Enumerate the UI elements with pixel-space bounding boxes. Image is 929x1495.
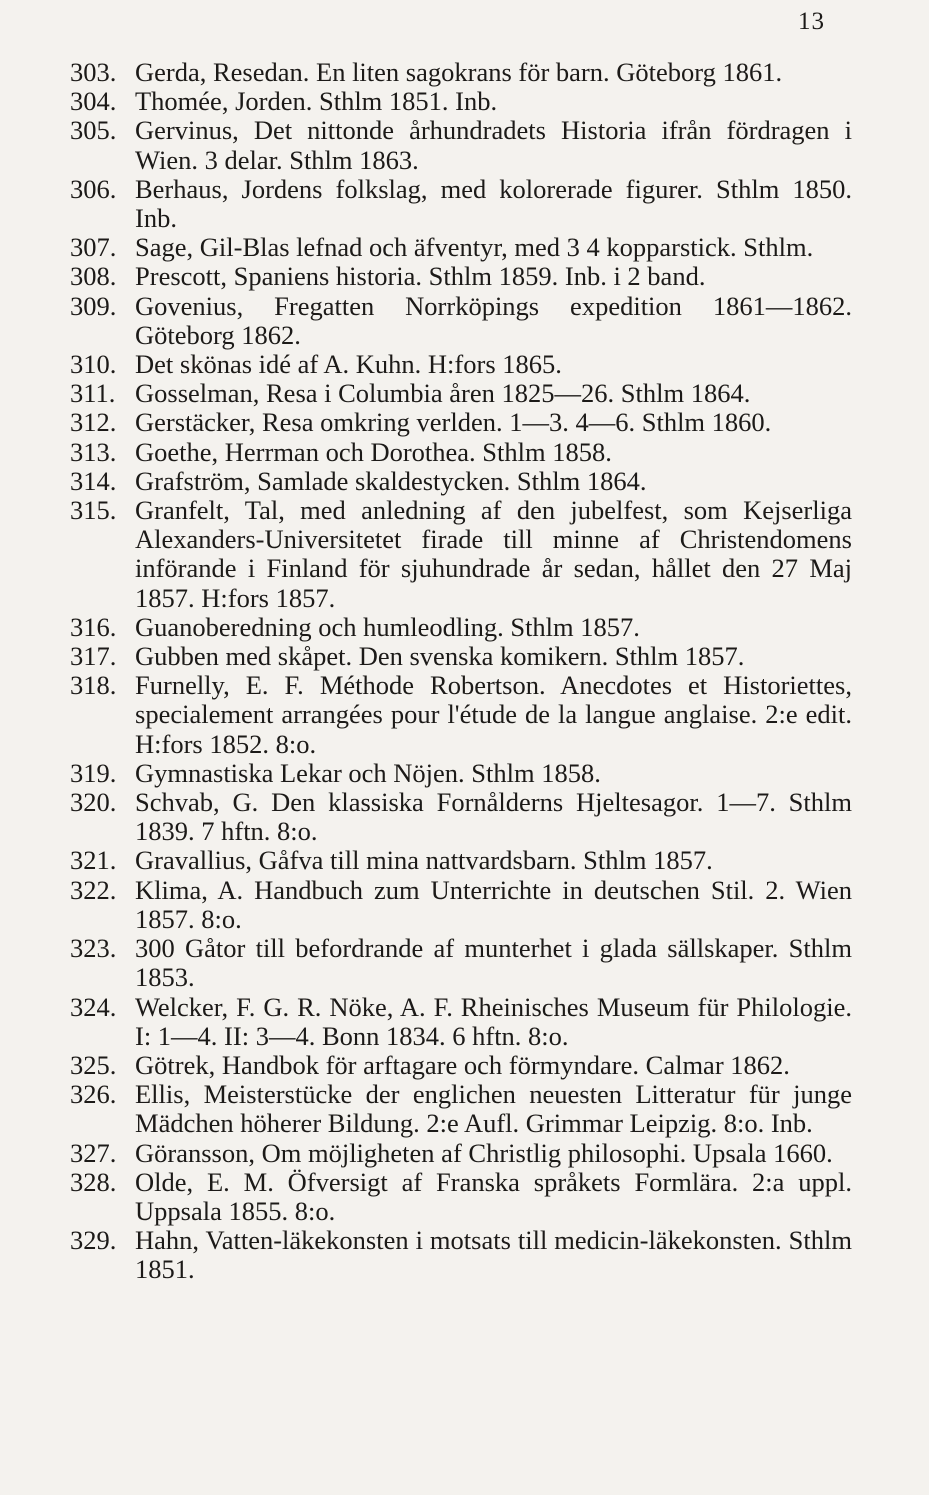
catalog-entry: [70, 408, 852, 437]
catalog-entry: [70, 788, 852, 846]
entry-text: Granfelt, Tal, med anledning af den jubelfest, som Kejserliga Alexanders-Universitetet firade till minne af Christendomens införande i Finland för sjuhundrade år sedan, hållet den 27 Maj 1857. H:fors 1857.: [135, 495, 852, 613]
entry-number: 322.: [70, 874, 117, 905]
entry-text: Olde, E. M. Öfversigt af Franska språkets Formlära. 2:a uppl. Uppsala 1855. 8:o.: [135, 1166, 852, 1226]
entry-text: Welcker, F. G. R. Nöke, A. F. Rheinisches Museum für Philologie. I: 1—4. II: 3—4. Bonn 1834. 6 hftn. 8:o.: [135, 991, 852, 1051]
catalog-entry: [70, 993, 852, 1051]
entry-number: 309.: [70, 290, 117, 321]
entry-text: 300 Gåtor till befordrande af munterhet i glada sällskaper. Sthlm 1853.: [135, 933, 852, 993]
entry-text: Det skönas idé af A. Kuhn. H:fors 1865.: [135, 349, 562, 380]
catalog-entry: [70, 87, 852, 116]
catalog-entry: [70, 671, 852, 759]
entry-number: 326.: [70, 1079, 117, 1110]
entry-number: 304.: [70, 86, 117, 117]
catalog-entry: [70, 58, 852, 87]
catalog-entry: [70, 876, 852, 934]
entry-text: Prescott, Spaniens historia. Sthlm 1859. Inb. i 2 band.: [135, 261, 706, 292]
catalog-entry: [70, 759, 852, 788]
entry-text: Ellis, Meisterstücke der englichen neuesten Litteratur für junge Mädchen höherer Bildung. 2:e Aufl. Grimmar Leipzig. 8:o. Inb.: [135, 1079, 852, 1139]
entry-number: 317.: [70, 641, 117, 672]
catalog-entry: [70, 1051, 852, 1080]
entry-number: 328.: [70, 1166, 117, 1197]
catalog-entry: [70, 467, 852, 496]
entry-number: 307.: [70, 232, 117, 263]
catalog-entry: [70, 116, 852, 174]
entry-text: Gymnastiska Lekar och Nöjen. Sthlm 1858.: [135, 757, 601, 788]
entry-number: 313.: [70, 436, 117, 467]
catalog-entry: [70, 1226, 852, 1284]
entry-number: 311.: [70, 378, 116, 409]
catalog-entry: [70, 642, 852, 671]
page-number: 13: [798, 8, 825, 35]
entry-number: 316.: [70, 611, 117, 642]
entry-number: 308.: [70, 261, 117, 292]
entry-number: 318.: [70, 670, 117, 701]
entry-number: 303.: [70, 57, 117, 87]
catalog-list: [70, 58, 852, 1285]
entry-number: 327.: [70, 1137, 117, 1168]
entry-number: 305.: [70, 115, 117, 146]
catalog-entry: [70, 379, 852, 408]
entry-number: 314.: [70, 465, 117, 496]
entry-number: 320.: [70, 787, 117, 818]
entry-text: Sage, Gil-Blas lefnad och äfventyr, med 3 4 kopparstick. Sthlm.: [135, 232, 814, 263]
entry-number: 310.: [70, 349, 117, 380]
entry-text: Goethe, Herrman och Dorothea. Sthlm 1858.: [135, 436, 612, 467]
entry-text: Gubben med skåpet. Den svenska komikern. Sthlm 1857.: [135, 641, 745, 672]
catalog-entry: [70, 233, 852, 262]
catalog-entry: [70, 1139, 852, 1168]
entry-text: Gosselman, Resa i Columbia åren 1825—26. Sthlm 1864.: [135, 378, 751, 409]
entry-text: Thomée, Jorden. Sthlm 1851. Inb.: [135, 86, 498, 117]
catalog-entry: [70, 934, 852, 992]
catalog-entry: [70, 1080, 852, 1138]
entry-number: 315.: [70, 495, 117, 526]
catalog-entry: [70, 496, 852, 613]
entry-text: Gravallius, Gåfva till mina nattvardsbarn. Sthlm 1857.: [135, 845, 713, 876]
entry-text: Govenius, Fregatten Norrköpings expedition 1861—1862. Göteborg 1862.: [135, 290, 852, 350]
catalog-entry: [70, 292, 852, 350]
entry-number: 319.: [70, 757, 117, 788]
entry-number: 325.: [70, 1049, 117, 1080]
entry-number: 306.: [70, 173, 117, 204]
catalog-entry: [70, 350, 852, 379]
entry-text: Gerstäcker, Resa omkring verlden. 1—3. 4—6. Sthlm 1860.: [135, 407, 772, 438]
entry-number: 324.: [70, 991, 117, 1022]
entry-text: Hahn, Vatten-läkekonsten i motsats till medicin-läkekonsten. Sthlm 1851.: [135, 1225, 852, 1285]
entry-number: 329.: [70, 1225, 117, 1256]
entry-text: Gerda, Resedan. En liten sagokrans för barn. Göteborg 1861.: [135, 57, 783, 87]
entry-text: Grafström, Samlade skaldestycken. Sthlm 1864.: [135, 465, 647, 496]
entry-text: Götrek, Handbok för arftagare och förmyndare. Calmar 1862.: [135, 1049, 790, 1080]
catalog-entry: [70, 262, 852, 291]
entry-text: Schvab, G. Den klassiska Fornålderns Hjeltesagor. 1—7. Sthlm 1839. 7 hftn. 8:o.: [135, 787, 852, 847]
catalog-entry: [70, 613, 852, 642]
catalog-entry: [70, 438, 852, 467]
catalog-entry: [70, 846, 852, 875]
entry-text: Guanoberedning och humleodling. Sthlm 1857.: [135, 611, 640, 642]
entry-number: 312.: [70, 407, 117, 438]
entry-text: Berhaus, Jordens folkslag, med kolorerade figurer. Sthlm 1850. Inb.: [135, 173, 852, 234]
entry-text: Gervinus, Det nittonde århundradets Historia ifrån fördragen i Wien. 3 delar. Sthlm 1863.: [135, 115, 852, 175]
entry-text: Göransson, Om möjligheten af Christlig philosophi. Upsala 1660.: [135, 1137, 833, 1168]
catalog-entry: [70, 175, 852, 233]
catalog-entry: [70, 1168, 852, 1226]
entry-number: 323.: [70, 933, 117, 964]
entry-number: 321.: [70, 845, 117, 876]
entry-text: Furnelly, E. F. Méthode Robertson. Anecdotes et Historiettes, specialement arrangées pour l'étude de la langue anglaise. 2:e edit. H:fors 1852. 8:o.: [135, 670, 852, 759]
entry-text: Klima, A. Handbuch zum Unterrichte in deutschen Stil. 2. Wien 1857. 8:o.: [135, 874, 852, 934]
